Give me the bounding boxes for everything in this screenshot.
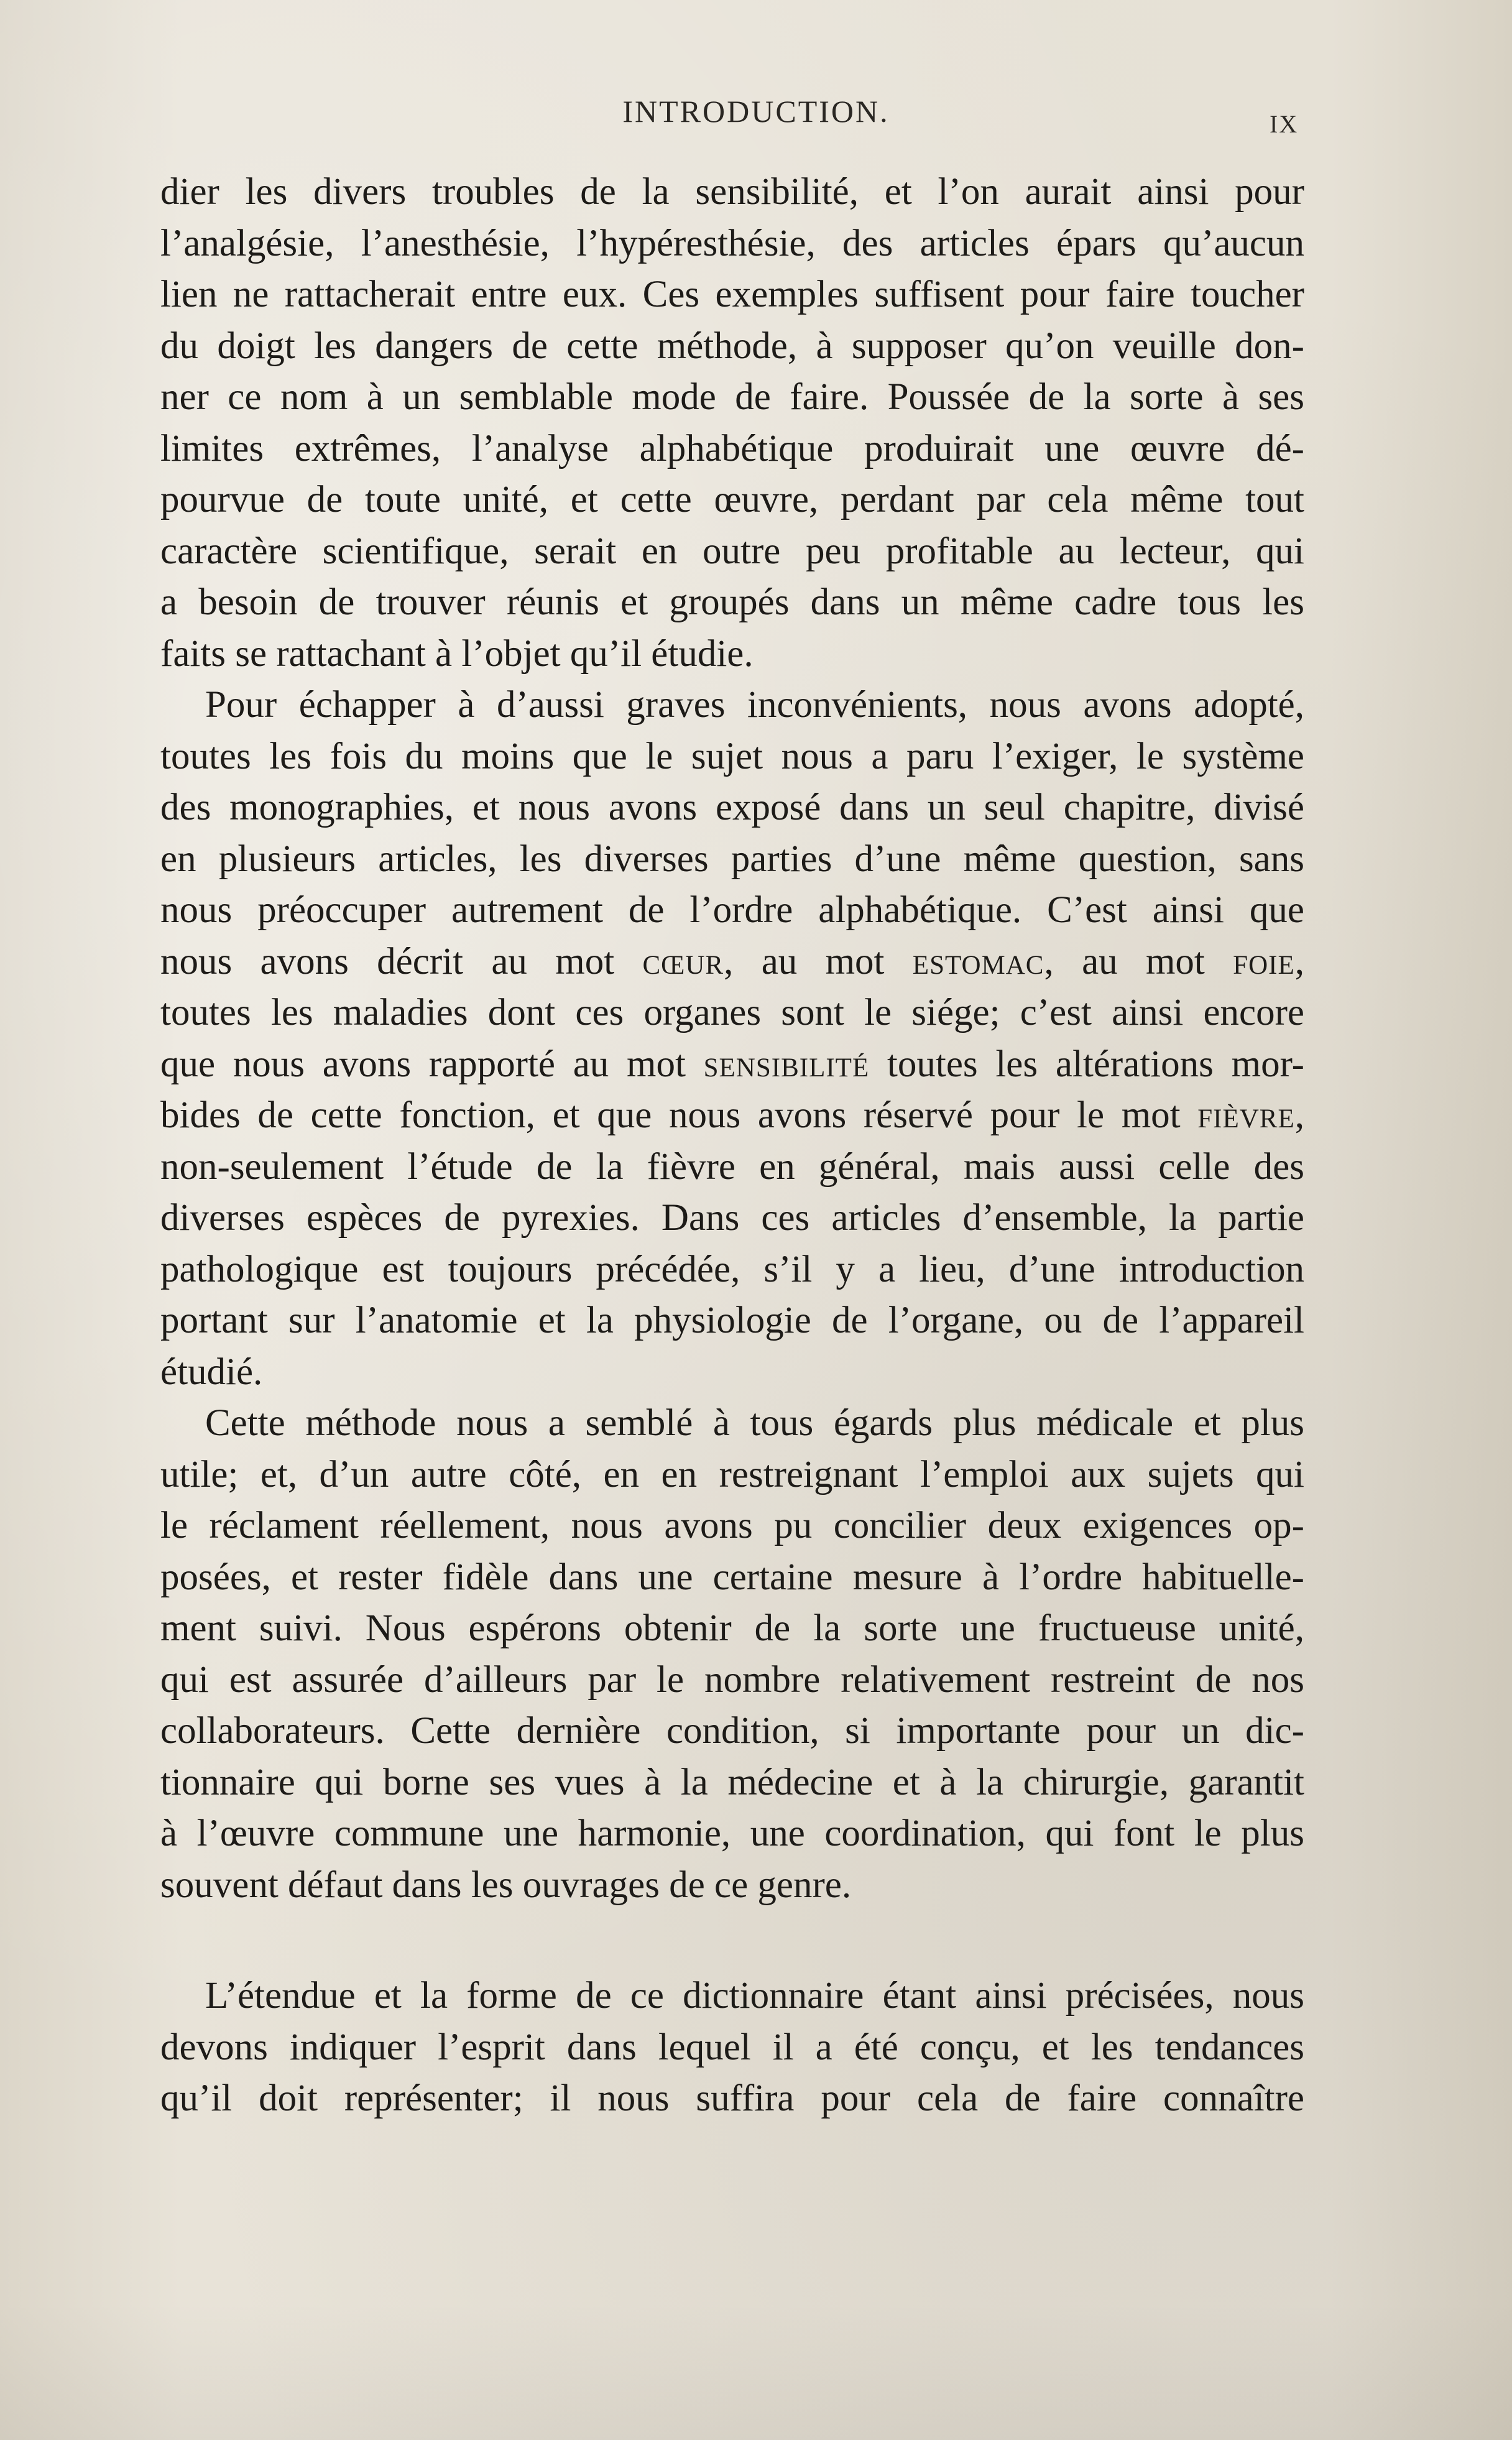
text-line: caractère scientifique, serait en outre peu profitable au lecteur, qui xyxy=(160,530,1304,572)
text-line: à l’œuvre commune une harmonie, une coordination, qui font le plus xyxy=(160,1813,1304,1854)
page-bottom-shading xyxy=(0,2303,1512,2440)
paragraph-3 xyxy=(160,1398,1304,1911)
text-fragment: , au mot xyxy=(1044,940,1233,982)
text-line: nous préoccuper autrement de l’ordre alphabétique. C’est ainsi que xyxy=(160,889,1304,931)
term-sensibilite: sensibilité xyxy=(703,1043,870,1085)
text-line: pathologique est toujours précédée, s’il y a lieu, d’une introduction xyxy=(160,1248,1304,1290)
text-fragment: que nous avons rapporté au mot xyxy=(160,1043,704,1085)
text-line: a besoin de trouver réunis et groupés dans un même cadre tous les xyxy=(160,581,1304,623)
text-line: pourvue de toute unité, et cette œuvre, perdant par cela même tout xyxy=(160,479,1304,520)
text-line: posées, et rester fidèle dans une certaine mesure à l’ordre habituelle- xyxy=(160,1556,1304,1598)
text-line xyxy=(160,1090,1304,1142)
running-head: INTRODUCTION. xyxy=(622,94,890,129)
text-line: dier les divers troubles de la sensibilité, et l’on aurait ainsi pour xyxy=(160,171,1304,213)
text-fragment: , au mot xyxy=(724,940,913,982)
text-line: L’étendue et la forme de ce dictionnaire étant ainsi précisées, nous xyxy=(205,1975,1304,2017)
text-line: toutes les fois du moins que le sujet nous a paru l’exiger, le système xyxy=(160,735,1304,777)
text-line: diverses espèces de pyrexies. Dans ces articles d’ensemble, la partie xyxy=(160,1197,1304,1239)
text-fragment: nous avons décrit au mot xyxy=(160,940,643,982)
text-line: portant sur l’anatomie et la physiologie de l’organe, ou de l’appareil xyxy=(160,1300,1304,1341)
text-line: souvent défaut dans les ouvrages de ce genre. xyxy=(160,1864,852,1906)
text-line: Cette méthode nous a semblé à tous égards plus médicale et plus xyxy=(205,1402,1304,1444)
text-line: Pour échapper à d’aussi graves inconvénients, nous avons adopté, xyxy=(205,684,1304,726)
text-line: en plusieurs articles, les diverses parties d’une même question, sans xyxy=(160,838,1304,880)
text-line: non-seulement l’étude de la fièvre en général, mais aussi celle des xyxy=(160,1145,1304,1188)
paragraph-1 xyxy=(160,167,1304,680)
text-line: qu’il doit représenter; il nous suffira pour cela de faire connaître xyxy=(160,2077,1304,2119)
text-line: utile; et, d’un autre côté, en en restreignant l’emploi aux sujets qui xyxy=(160,1453,1304,1495)
text-fragment: , xyxy=(1294,940,1304,982)
term-coeur: cœur xyxy=(642,940,724,982)
text-line: étudié. xyxy=(160,1351,263,1393)
text-line: lien ne rattacherait entre eux. Ces exemples suffisent pour faire toucher xyxy=(160,274,1304,315)
text-fragment: toutes les altérations mor- xyxy=(869,1043,1304,1085)
paragraph-2 xyxy=(160,680,1304,1398)
text-line: faits se rattachant à l’objet qu’il étudie. xyxy=(160,632,754,675)
text-fragment: , xyxy=(1294,1094,1304,1136)
text-line: limites extrêmes, l’analyse alphabétique produirait une œuvre dé- xyxy=(160,427,1304,469)
text-line: collaborateurs. Cette dernière condition, si importante pour un dic- xyxy=(160,1710,1304,1752)
term-fievre: fièvre xyxy=(1197,1094,1295,1136)
page-number: IX xyxy=(1270,110,1299,138)
text-line: tionnaire qui borne ses vues à la médecine et à la chirurgie, garantit xyxy=(160,1761,1304,1803)
text-line: devons indiquer l’esprit dans lequel il a été conçu, et les tendances xyxy=(160,2026,1304,2068)
text-line xyxy=(160,936,1304,988)
text-line: le réclament réellement, nous avons pu concilier deux exigences op- xyxy=(160,1505,1304,1546)
text-line: ner ce nom à un semblable mode de faire. Poussée de la sorte à ses xyxy=(160,376,1304,418)
text-line: ment suivi. Nous espérons obtenir de la sorte une fructueuse unité, xyxy=(160,1607,1304,1649)
text-line: toutes les maladies dont ces organes sont le siége; c’est ainsi encore xyxy=(160,992,1304,1033)
text-line xyxy=(160,1039,1304,1091)
text-line: des monographies, et nous avons exposé dans un seul chapitre, divisé xyxy=(160,787,1304,828)
text-line: du doigt les dangers de cette méthode, à supposer qu’on veuille don- xyxy=(160,325,1304,367)
text-line: l’analgésie, l’anesthésie, l’hypéresthésie, des articles épars qu’aucun xyxy=(160,222,1304,264)
term-foie: foie xyxy=(1233,940,1295,982)
term-estomac: estomac xyxy=(912,940,1044,982)
paragraph-4 xyxy=(160,1971,1304,2125)
text-line: qui est assurée d’ailleurs par le nombre relativement restreint de nos xyxy=(160,1658,1304,1701)
body-text xyxy=(160,167,1304,2125)
text-fragment: bides de cette fonction, et que nous avons réservé pour le mot xyxy=(160,1094,1198,1136)
section-gap xyxy=(160,1911,1304,1971)
